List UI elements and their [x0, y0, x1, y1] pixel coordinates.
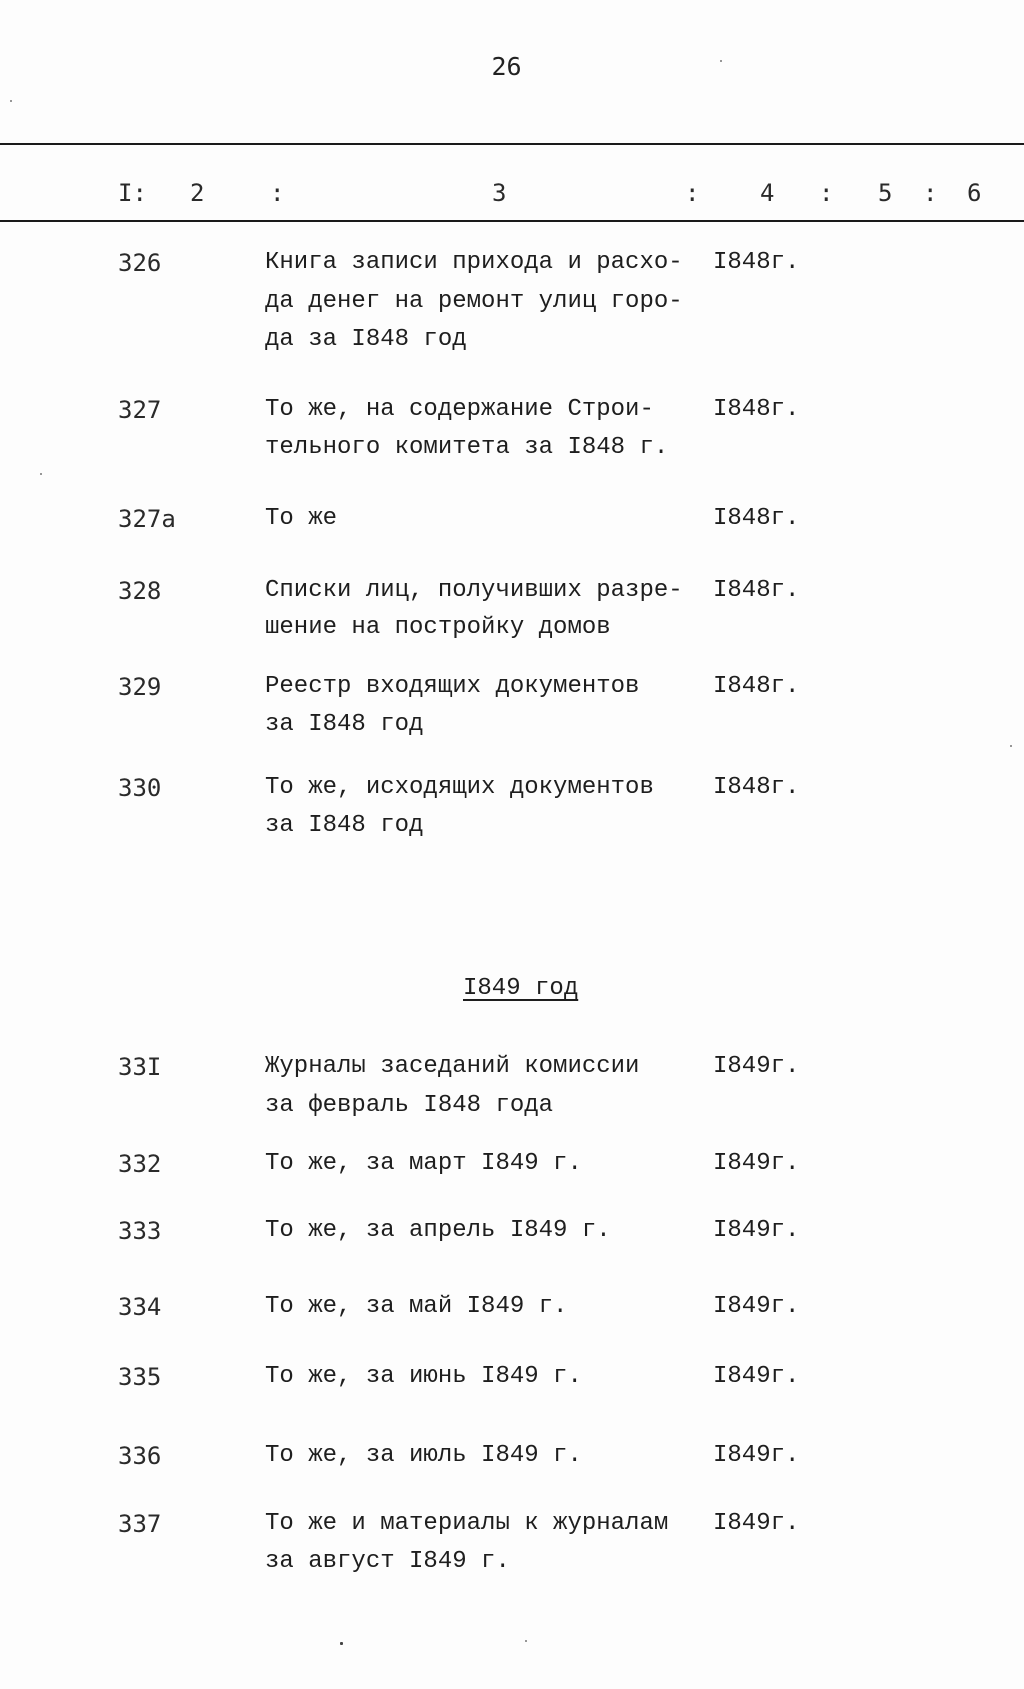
header-bottom-rule — [0, 220, 1024, 222]
column-separator: : — [685, 179, 700, 207]
entry-description-line: за I848 год — [265, 711, 424, 738]
scan-speck — [525, 1640, 527, 1642]
entry-date: I848г. — [713, 396, 800, 423]
entry-date: I848г. — [713, 673, 800, 700]
entry-description-line: за февраль I848 года — [265, 1092, 554, 1119]
scan-speck — [40, 473, 42, 475]
entry-date: I849г. — [713, 1363, 800, 1390]
entry-description-line: шение на постройку домов — [265, 614, 611, 641]
entry-description-line: То же, за апрель I849 г. — [265, 1217, 611, 1244]
scan-speck — [340, 1642, 343, 1645]
entry-description-line: да денег на ремонт улиц горо- — [265, 288, 683, 315]
header-top-rule — [0, 143, 1024, 145]
entry-description-line: То же, за июнь I849 г. — [265, 1363, 582, 1390]
entry-date: I849г. — [713, 1150, 800, 1177]
entry-date: I848г. — [713, 774, 800, 801]
entry-number: 333 — [118, 1217, 162, 1245]
entry-date: I848г. — [713, 505, 800, 532]
scan-speck — [10, 100, 12, 102]
page-number: 26 — [491, 52, 522, 81]
entry-number: 335 — [118, 1363, 162, 1391]
entry-number: 327 — [118, 396, 162, 424]
column-separator: : — [923, 179, 938, 207]
column-header-6: 6 — [967, 179, 982, 207]
entry-number: 327а — [118, 505, 176, 533]
entry-number: 337 — [118, 1510, 162, 1538]
entry-number: 328 — [118, 577, 162, 605]
entry-number: 329 — [118, 673, 162, 701]
entry-description-line: То же, за март I849 г. — [265, 1150, 582, 1177]
entry-number: 334 — [118, 1293, 162, 1321]
entry-description-line: за август I849 г. — [265, 1548, 510, 1575]
entry-description-line: То же, исходящих документов — [265, 774, 654, 801]
scan-speck — [1010, 745, 1012, 747]
entry-description-line: То же, за июль I849 г. — [265, 1442, 582, 1469]
entry-description-line: да за I848 год — [265, 326, 467, 353]
column-separator: : — [270, 179, 285, 207]
column-header-4: 4 — [760, 179, 775, 207]
entry-date: I849г. — [713, 1442, 800, 1469]
entry-description-line: То же и материалы к журналам — [265, 1510, 669, 1537]
entry-description-line: Реестр входящих документов — [265, 673, 640, 700]
entry-number: 33I — [118, 1053, 162, 1081]
entry-date: I849г. — [713, 1293, 800, 1320]
entry-description-line: То же — [265, 505, 338, 532]
entry-date: I848г. — [713, 249, 800, 276]
entry-description-line: То же, за май I849 г. — [265, 1293, 568, 1320]
entry-description-line: Книга записи прихода и расхо- — [265, 249, 683, 276]
column-header-1: I: — [118, 179, 147, 207]
column-header-3: 3 — [492, 179, 507, 207]
entry-description-line: То же, на содержание Строи- — [265, 396, 654, 423]
entry-description-line: за I848 год — [265, 812, 424, 839]
entry-description-line: Списки лиц, получивших разре- — [265, 577, 683, 604]
entry-date: I848г. — [713, 577, 800, 604]
entry-number: 330 — [118, 774, 162, 802]
entry-number: 326 — [118, 249, 162, 277]
entry-date: I849г. — [713, 1510, 800, 1537]
entry-description-line: Журналы заседаний комиссии — [265, 1053, 640, 1080]
column-separator: : — [819, 179, 834, 207]
entry-number: 336 — [118, 1442, 162, 1470]
column-header-2: 2 — [190, 179, 205, 207]
entry-number: 332 — [118, 1150, 162, 1178]
entry-date: I849г. — [713, 1217, 800, 1244]
entry-description-line: тельного комитета за I848 г. — [265, 434, 669, 461]
section-heading-1849: I849 год — [463, 975, 579, 1002]
column-header-5: 5 — [878, 179, 893, 207]
scan-speck — [720, 60, 722, 62]
entry-date: I849г. — [713, 1053, 800, 1080]
